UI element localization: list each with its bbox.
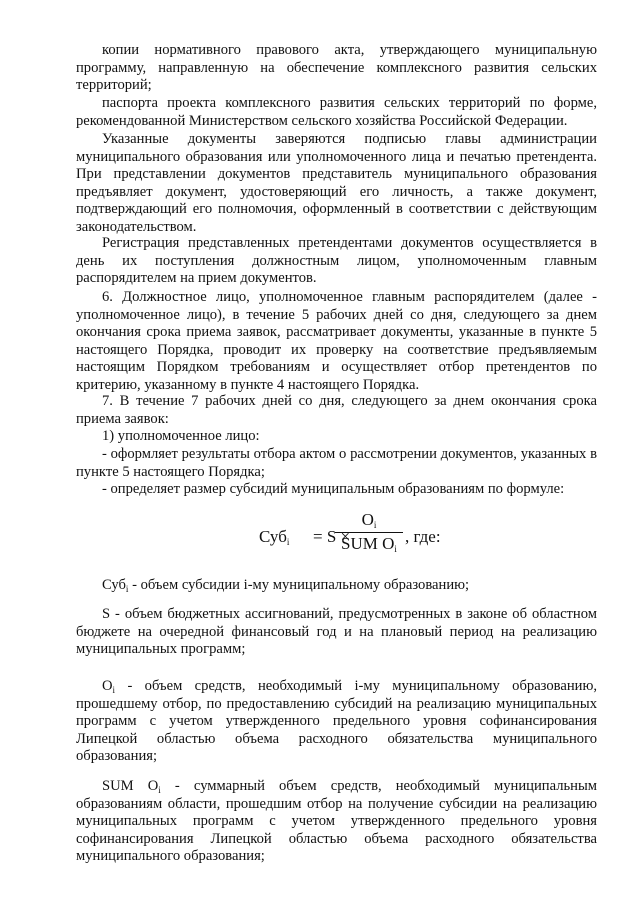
definition-symbol: S xyxy=(102,606,111,622)
paragraph-item-7: 7. В течение 7 рабочих дней со дня, следующего за днем окончания срока приема заявок: xyxy=(76,393,597,427)
formula-lhs-subscript: i xyxy=(286,537,290,547)
definition-sum-o-i xyxy=(76,778,597,866)
formula-fraction xyxy=(335,510,403,554)
definition-o-i xyxy=(76,678,597,766)
formula-tail: , где: xyxy=(405,527,441,546)
definition-subscript: i xyxy=(125,584,129,594)
definition-symbol: Суб xyxy=(102,577,126,593)
paragraph: - определяет размер субсидий муниципальным образованиям по формуле: xyxy=(102,481,565,497)
definition-text: - объем субсидии i-му муниципальному образованию; xyxy=(128,577,470,593)
formula-numerator-subscript: i xyxy=(373,520,377,530)
paragraph: Регистрация представленных претендентами документов осуществляется в день их поступления должностным лицом, уполномоченным главным распорядителем на прием документов. xyxy=(76,235,597,287)
definition-text: - объем бюджетных ассигнований, предусмотренных в законе об областном бюджете на очередной финансовый год и на плановый период на реализацию муниципальных программ; xyxy=(76,606,597,658)
definition-subscript: i xyxy=(158,785,161,795)
definition-symbol: SUM O xyxy=(102,778,159,794)
definition-text: - суммарный объем средств, необходимый муниципальным образованиям области, прошедшим отбор на получение субсидии на реализацию муниципальных программ с учетом утвержденного предельного уровня софинансирования Липецкой областью объема расходного обязательства муниципального образования; xyxy=(76,778,597,865)
definition-s xyxy=(76,606,597,659)
formula-denominator-subscript: i xyxy=(394,544,397,554)
definition-text: - объем средств, необходимый i-му муниципальному образованию, прошедшему отбор, по предоставлению субсидий на реализацию муниципальных программ с учетом утвержденного предельного уровня софинансирования Липецкой областью объема расходного обязательства муниципального образования; xyxy=(76,678,597,765)
paragraph: копии нормативного правового акта, утверждающего муниципальную программу, направленную на обеспечение комплексного развития сельских территорий; xyxy=(76,42,597,94)
formula-lhs: Суб xyxy=(259,527,287,546)
paragraph: Указанные документы заверяются подписью главы администрации муниципального образования или уполномоченного лица и печатью претендента. При представлении документов представитель муниципального образования предъявляет документ, удостоверяющий его личность, а также документ, подтверждающий его полномочия, оформленный в соответствии с действующим законодательством. xyxy=(76,131,597,235)
formula-numerator: O xyxy=(361,510,374,529)
formula-equals: = S × xyxy=(313,527,351,546)
paragraph: 1) уполномоченное лицо: xyxy=(102,428,260,444)
definition-sub-i xyxy=(76,577,597,595)
definition-subscript: i xyxy=(112,685,116,695)
paragraph: паспорта проекта комплексного развития сельских территорий по форме, рекомендованной Министерством сельского хозяйства Российской Федерации. xyxy=(76,95,597,129)
paragraph: - оформляет результаты отбора актом о рассмотрении документов, указанных в пункте 5 настоящего Порядка; xyxy=(76,446,597,480)
definition-symbol: O xyxy=(102,678,113,694)
paragraph-item-6: 6. Должностное лицо, уполномоченное главным распорядителем (далее - уполномоченное лицо), в течение 5 рабочих дней со дня, следующего за днем окончания срока приема заявок, рассматривает документы, указанные в пункте 5 настоящего Порядка, проводит их проверку на соответствие предъявляемым настоящим Порядком требованиям и осуществляет отбор претендентов по критерию, указанному в пункте 4 настоящего Порядка. xyxy=(76,289,597,393)
fraction-bar xyxy=(335,532,403,533)
formula-denominator: SUM O xyxy=(341,534,395,553)
